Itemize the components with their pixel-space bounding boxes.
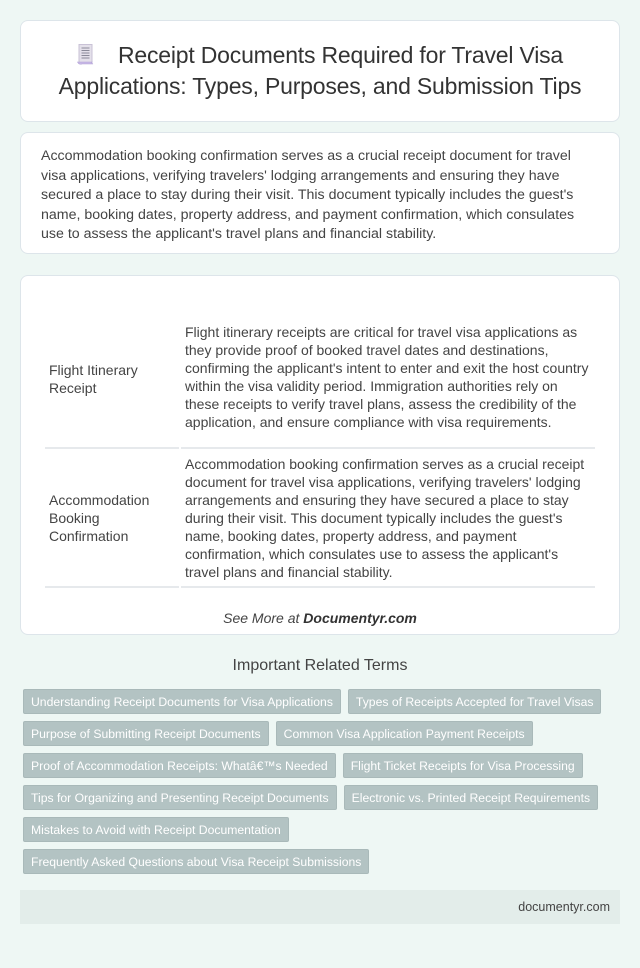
terms-table-card — [20, 275, 620, 635]
related-term-tag[interactable]: Flight Ticket Receipts for Visa Processing — [343, 753, 583, 778]
table-row — [45, 449, 595, 588]
related-terms-list — [20, 689, 620, 874]
term-name-cell: Accommodation Booking Confirmation — [45, 449, 179, 588]
related-term-tag[interactable]: Mistakes to Avoid with Receipt Documentation — [23, 817, 289, 842]
related-term-tag[interactable]: Proof of Accommodation Receipts: Whatâ€™s Needed — [23, 753, 336, 778]
intro-text: Accommodation booking confirmation serves as a crucial receipt document for travel visa applications, verifying travelers' lodging arrangements and ensuring they have secured a place to stay during their visit. This document typically includes the guest's name, booking dates, property address, and payment confirmation, which consulates use to assess the applicant's travel plans and financial stability. — [41, 148, 575, 242]
term-description-cell: Accommodation booking confirmation serves as a crucial receipt document for travel visa applications, verifying travelers' lodging arrangements and ensuring they have secured a place to stay during their visit. This document typically includes the guest's name, booking dates, property address, and payment confirmation, which consulates use to assess the applicant's travel plans and financial stability. — [181, 449, 595, 588]
footer — [20, 890, 620, 924]
see-more-link[interactable]: Documentyr.com — [303, 610, 417, 626]
term-name-cell: Flight Itinerary Receipt — [45, 290, 179, 449]
related-term-tag[interactable]: Types of Receipts Accepted for Travel Visas — [348, 689, 602, 714]
page-title-text: Receipt Documents Required for Travel Visa Applications: Types, Purposes, and Submission Tips — [58, 42, 582, 99]
related-terms-heading: Important Related Terms — [232, 657, 408, 674]
see-more-prefix: See More at — [223, 610, 304, 626]
term-description-cell: Flight itinerary receipts are critical for travel visa applications as they provide proof of booked travel dates and destinations, confirming the applicant's intent to enter and exit the host country within the visa validity period. Immigration authorities rely on these receipts to verify travel plans, assess the credibility of the application, and ensure compliance with visa requirements. — [181, 290, 595, 449]
table-row — [45, 290, 595, 449]
related-term-tag[interactable]: Frequently Asked Questions about Visa Receipt Submissions — [23, 849, 369, 874]
see-more-line — [43, 610, 597, 626]
title-card — [20, 20, 620, 122]
receipt-document-icon — [77, 42, 94, 63]
terms-table — [43, 290, 597, 588]
page-title — [41, 40, 599, 102]
related-term-tag[interactable]: Tips for Organizing and Presenting Receipt Documents — [23, 785, 337, 810]
related-term-tag[interactable]: Electronic vs. Printed Receipt Requirements — [344, 785, 598, 810]
footer-site-link[interactable]: documentyr.com — [518, 900, 610, 914]
intro-card — [20, 132, 620, 254]
related-term-tag[interactable]: Common Visa Application Payment Receipts — [276, 721, 533, 746]
related-term-tag[interactable]: Purpose of Submitting Receipt Documents — [23, 721, 269, 746]
related-term-tag[interactable]: Understanding Receipt Documents for Visa Applications — [23, 689, 341, 714]
